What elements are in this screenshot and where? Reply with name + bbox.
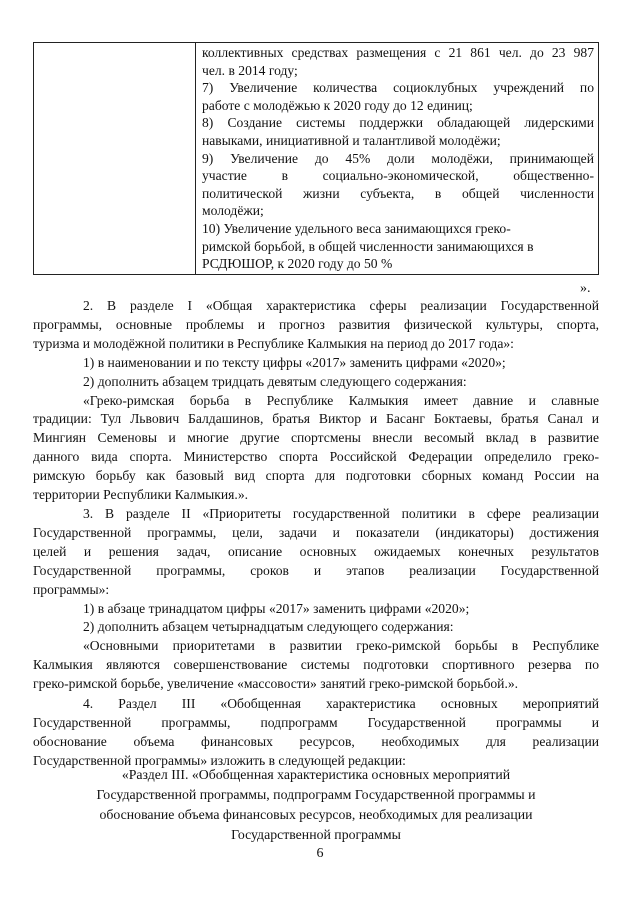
quote-line: «Греко-римская борьба в Республике Калмыкия имеет давние и славные (83, 392, 599, 408)
list-item: 1) в наименовании и по тексту цифры «2017» заменить цифрами «2020»; (83, 354, 506, 370)
list-item: 2) дополнить абзацем тридцать девятым следующего содержания: (83, 373, 467, 389)
table-row (34, 43, 599, 275)
table-cell-line: 8) Создание системы поддержки обладающей лидерскими (202, 115, 594, 131)
section-2 (33, 297, 599, 505)
quote-line: территории Республики Калмыкия.». (33, 487, 249, 503)
heading-line: Государственной программы (231, 827, 401, 842)
quote-line: традиции: Тул Львович Балдашинов, братья Виктор и Басанг Боктаевы, братья Санал и (33, 411, 599, 427)
paragraph-line: Государственной программы, сроков и этапов реализации Государственной (33, 562, 599, 578)
quote-line: Калмыкия являются совершенствование системы подготовки спортивного резерва по (33, 657, 599, 673)
list-item: 2) дополнить абзацем четырнадцатым следующего содержания: (83, 619, 454, 635)
table-cell-line: 10) Увеличение удельного веса занимающихся греко- (202, 220, 511, 236)
paragraph-line: целей и решения задач, описание основных ожидаемых конечных результатов (33, 543, 599, 559)
closing-quote: ». (580, 281, 591, 296)
continuation-table (33, 42, 599, 275)
table-cell-line: политической жизни субъекта, в общей численности (202, 185, 594, 201)
table-cell-line: работе с молодёжью к 2020 году до 12 единиц; (202, 97, 473, 113)
quote-line: данного вида спорта. Министерство спорта Российской Федерации определило греко- (33, 449, 599, 465)
table-cell-line: РСДЮШОР, к 2020 году до 50 % (202, 256, 393, 272)
table-cell-line: навыками, инициативной и талантливой молодёжи; (202, 132, 501, 148)
table-cell-line: коллективных средствах размещения с 21 861 чел. до 23 987 (202, 45, 594, 60)
paragraph-line: программы»: (33, 581, 110, 597)
table-cell-line: 7) Увеличение количества социоклубных учреждений по (202, 80, 594, 96)
paragraph-line: Государственной программы, подпрограмм Государственной программы и (33, 714, 599, 730)
table-right-cell (196, 43, 599, 275)
table-cell-line: чел. в 2014 году; (202, 62, 298, 78)
quote-line: «Основными приоритетами в развитии греко-римской борьбы в Республике (83, 638, 599, 654)
quote-line: греко-римской борьбе, увеличение «массовости» занятий греко-римской борьбой.». (33, 676, 519, 692)
table-cell-line: римской борьбой, в общей численности занимающихся в (202, 238, 534, 254)
paragraph-line: Государственной программы, цели, задачи и показатели (индикаторы) достижения (33, 524, 599, 540)
paragraph-line: 3. В разделе II «Приоритеты государственной политики в сфере реализации (83, 506, 599, 521)
paragraph-line: программы, основные проблемы и прогноз развития физической культуры, спорта, (33, 316, 599, 332)
heading-line: «Раздел III. «Обобщенная характеристика основных мероприятий (121, 767, 511, 782)
table-cell-line: 9) Увеличение до 45% доли молодёжи, принимающей (202, 150, 594, 166)
section-heading (33, 765, 599, 845)
table-left-cell (34, 43, 196, 275)
list-item: 1) в абзаце тринадцатом цифры «2017» заменить цифрами «2020»; (83, 600, 470, 616)
heading-line: обоснование объема финансовых ресурсов, необходимых для реализации (99, 807, 533, 822)
table-cell-line: молодёжи; (202, 203, 264, 219)
quote-line: Мингиян Семеновы и многие другие спортсмены внесли весомый вклад в развитие (33, 430, 599, 446)
section-3 (33, 505, 599, 694)
paragraph-line: обоснование объема финансовых ресурсов, необходимых для реализации (33, 733, 599, 749)
heading-line: Государственной программы, подпрограмм Государственной программы и (96, 787, 536, 802)
quote-line: римскую борьбу как базовый вид спорта для подготовки сборных команд России на (33, 468, 599, 484)
paragraph-line: 4. Раздел III «Обобщенная характеристика основных мероприятий (83, 696, 599, 711)
paragraph-line: туризма и молодёжной политики в Республике Калмыкия на период до 2017 года»: (33, 335, 514, 351)
table-cell-line: участие в социально-экономической, общественно- (202, 168, 594, 184)
paragraph-line: Государственной программы» изложить в следующей редакции: (33, 752, 406, 768)
page-number: 6 (316, 846, 324, 861)
section-4 (33, 695, 599, 771)
paragraph-line: 2. В разделе I «Общая характеристика сферы реализации Государственной (83, 298, 599, 313)
